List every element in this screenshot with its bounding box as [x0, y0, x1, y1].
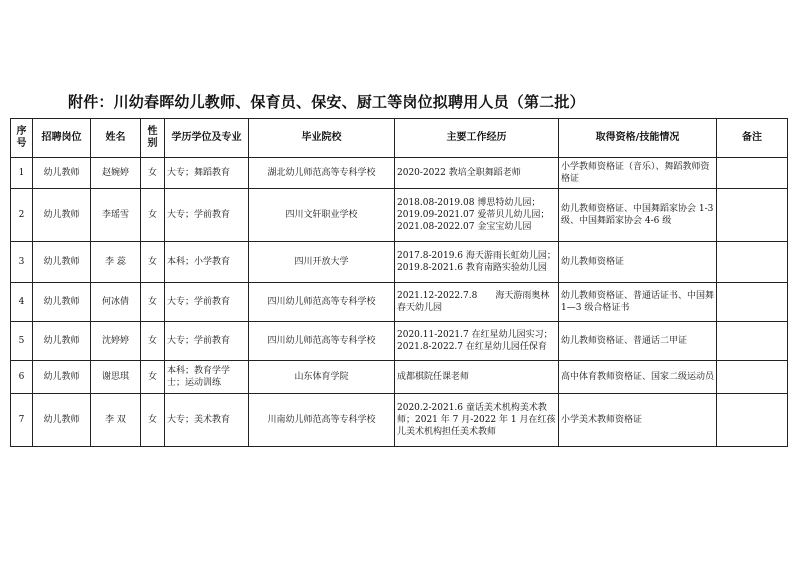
header-name: 姓名 — [91, 119, 141, 158]
cell-experience: 成都棋院任课老师 — [395, 361, 559, 394]
cell-education: 本科；教育学学士；运动训练 — [165, 361, 249, 394]
header-experience: 主要工作经历 — [395, 119, 559, 158]
cell-qualification: 幼儿教师资格证、普通话证书、中国舞 1—3 级合格证书 — [559, 283, 717, 322]
cell-gender: 女 — [141, 394, 165, 447]
cell-experience: 2020.2-2021.6 童话美术机构美术教师；2021 年 7 月-2022 年 1 月在红孩儿美术机构担任美术教师 — [395, 394, 559, 447]
cell-position: 幼儿教师 — [33, 322, 91, 361]
cell-remark — [717, 189, 788, 242]
cell-position: 幼儿教师 — [33, 283, 91, 322]
cell-remark — [717, 283, 788, 322]
cell-gender: 女 — [141, 242, 165, 283]
cell-seq: 3 — [11, 242, 33, 283]
cell-seq: 2 — [11, 189, 33, 242]
cell-education: 本科；小学教育 — [165, 242, 249, 283]
header-school: 毕业院校 — [249, 119, 395, 158]
cell-remark — [717, 322, 788, 361]
header-seq: 序号 — [11, 119, 33, 158]
cell-name: 李瑶雪 — [91, 189, 141, 242]
cell-name: 何冰倩 — [91, 283, 141, 322]
header-education: 学历学位及专业 — [165, 119, 249, 158]
table-row — [11, 158, 788, 189]
table-header-row — [11, 119, 788, 158]
cell-gender: 女 — [141, 158, 165, 189]
table-row — [11, 394, 788, 447]
cell-position: 幼儿教师 — [33, 158, 91, 189]
cell-name: 李 蕊 — [91, 242, 141, 283]
cell-qualification: 幼儿教师资格证、中国舞蹈家协会 1-3 级、中国舞蹈家协会 4-6 级 — [559, 189, 717, 242]
cell-remark — [717, 242, 788, 283]
cell-name: 谢思琪 — [91, 361, 141, 394]
cell-gender: 女 — [141, 283, 165, 322]
cell-education: 大专；学前教育 — [165, 283, 249, 322]
cell-remark — [717, 394, 788, 447]
cell-seq: 4 — [11, 283, 33, 322]
header-remark: 备注 — [717, 119, 788, 158]
cell-qualification: 小学教师资格证（音乐）、舞蹈教师资格证 — [559, 158, 717, 189]
cell-seq: 6 — [11, 361, 33, 394]
cell-qualification: 幼儿教师资格证 — [559, 242, 717, 283]
cell-remark — [717, 158, 788, 189]
cell-school: 湖北幼儿师范高等专科学校 — [249, 158, 395, 189]
cell-position: 幼儿教师 — [33, 242, 91, 283]
cell-experience: 2020-2022 教培全职舞蹈老师 — [395, 158, 559, 189]
table-row — [11, 361, 788, 394]
cell-gender: 女 — [141, 189, 165, 242]
cell-education: 大专；美术教育 — [165, 394, 249, 447]
cell-name: 沈婷婷 — [91, 322, 141, 361]
cell-seq: 7 — [11, 394, 33, 447]
cell-school: 川南幼儿师范高等专科学校 — [249, 394, 395, 447]
cell-school: 山东体育学院 — [249, 361, 395, 394]
cell-education: 大专；学前教育 — [165, 189, 249, 242]
cell-position: 幼儿教师 — [33, 189, 91, 242]
header-position: 招聘岗位 — [33, 119, 91, 158]
cell-qualification: 高中体育教师资格证、国家二级运动员 — [559, 361, 717, 394]
cell-remark — [717, 361, 788, 394]
table-row — [11, 242, 788, 283]
cell-position: 幼儿教师 — [33, 361, 91, 394]
cell-gender: 女 — [141, 322, 165, 361]
cell-experience: 2020.11-2021.7 在红星幼儿园实习；2021.8-2022.7 在红星幼儿园任保育 — [395, 322, 559, 361]
table-row — [11, 322, 788, 361]
cell-qualification: 幼儿教师资格证、普通话二甲证 — [559, 322, 717, 361]
cell-school: 四川文轩职业学校 — [249, 189, 395, 242]
table-row — [11, 283, 788, 322]
cell-gender: 女 — [141, 361, 165, 394]
cell-education: 大专；舞蹈教育 — [165, 158, 249, 189]
header-qualification: 取得资格/技能情况 — [559, 119, 717, 158]
cell-position: 幼儿教师 — [33, 394, 91, 447]
cell-seq: 1 — [11, 158, 33, 189]
cell-school: 四川幼儿师范高等专科学校 — [249, 283, 395, 322]
header-gender: 性别 — [141, 119, 165, 158]
cell-education: 大专；学前教育 — [165, 322, 249, 361]
cell-school: 四川幼儿师范高等专科学校 — [249, 322, 395, 361]
document-title: 附件：川幼春晖幼儿教师、保育员、保安、厨工等岗位拟聘用人员（第二批） — [68, 93, 585, 111]
cell-seq: 5 — [11, 322, 33, 361]
cell-school: 四川开放大学 — [249, 242, 395, 283]
cell-qualification: 小学美术教师资格证 — [559, 394, 717, 447]
hiring-table — [10, 118, 788, 447]
cell-experience: 2021.12-2022.7.8 海天游雨奥林春天幼儿园 — [395, 283, 559, 322]
cell-name: 赵婉婷 — [91, 158, 141, 189]
cell-experience: 2018.08-2019.08 博思特幼儿园；2019.09-2021.07 爱蒂贝儿幼儿园；2021.08-2022.07 金宝宝幼儿园 — [395, 189, 559, 242]
cell-experience: 2017.8-2019.6 海天游雨长虹幼儿园；2019.8-2021.6 教育南路实验幼儿园 — [395, 242, 559, 283]
table-row — [11, 189, 788, 242]
cell-name: 李 双 — [91, 394, 141, 447]
